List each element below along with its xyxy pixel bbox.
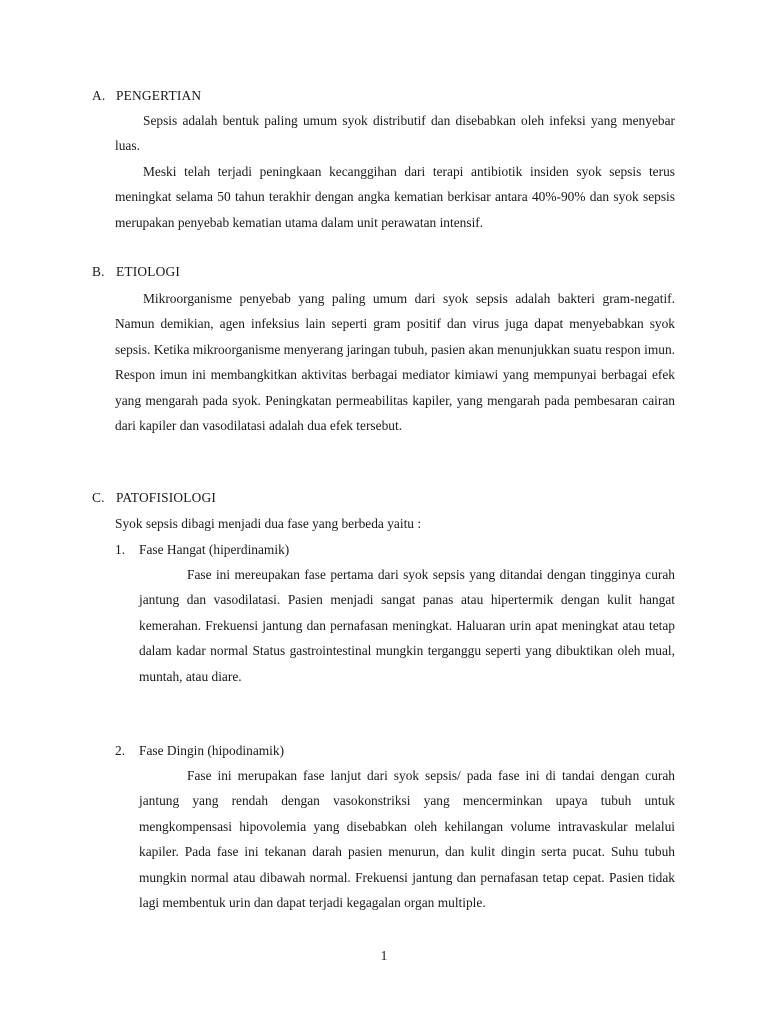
list-item-2-heading: [115, 741, 284, 761]
section-b-heading: [92, 262, 180, 282]
section-c-intro: Syok sepsis dibagi menjadi dua fase yang berbeda yaitu :: [115, 516, 422, 531]
list-item-1-text: Fase ini mereupakan fase pertama dari syok sepsis yang ditandai dengan tingginya curah jantung dan vasodilatasi. Pasien menjadi sangat panas atau hipertermik dengan kulit hangat kemerahan. Frekuensi jantung dan pernafasan meningkat. Haluaran urin apat meningkat atau tetap dalam kadar normal Status gastrointestinal mungkin terganggu seperti yang dibuktikan oleh mual, muntah, atau diare.: [139, 567, 675, 684]
section-a-heading: [92, 86, 201, 106]
section-a-label: A.: [92, 88, 106, 103]
page-number: 1: [380, 948, 388, 963]
list-item-2-text: Fase ini merupakan fase lanjut dari syok sepsis/ pada fase ini di tandai dengan curah jantung yang rendah dengan vasokonstriksi yang mencerminkan upaya tubuh untuk mengkompensasi hipovolemia yang disebabkan oleh kehilangan volume intravaskular melalui kapiler. Pada fase ini tekanan darah pasien menurun, dan kulit dingin serta pucat. Suhu tubuh mungkin normal atau dibawah normal. Frekuensi jantung dan pernafasan tetap cepat. Pasien tidak lagi membentuk urin dan dapat terjadi kegagalan organ multiple.: [139, 768, 675, 911]
section-b-title: ETIOLOGI: [116, 264, 181, 279]
section-c-title: PATOFISIOLOGI: [116, 490, 217, 505]
section-a-paragraph-2: Meski telah terjadi peningkaan kecanggihan dari terapi antibiotik insiden syok sepsis terus meningkat selama 50 tahun terakhir dengan angka kematian berkisar antara 40%-90% dan syok sepsis merupakan penyebab kematian utama dalam unit perawatan intensif.: [115, 164, 675, 230]
list-item-1-heading: [115, 540, 289, 560]
section-c-label: C.: [92, 490, 105, 505]
section-a-title: PENGERTIAN: [116, 88, 202, 103]
list-item-2-title: Fase Dingin (hipodinamik): [139, 743, 285, 758]
list-item-1-number: 1.: [115, 542, 126, 557]
list-item-2-number: 2.: [115, 743, 126, 758]
section-b-label: B.: [92, 264, 105, 279]
section-b-paragraph: Mikroorganisme penyebab yang paling umum dari syok sepsis adalah bakteri gram-negatif. Namun demikian, agen infeksius lain seperti gram positif dan virus juga dapat menyebabkan syok sepsis. Ketika mikroorganisme menyerang jaringan tubuh, pasien akan menunjukkan suatu respon imun. Respon imun ini membangkitkan aktivitas berbagai mediator kimiawi yang mempunyai berbagai efek yang mengarah pada syok. Peningkatan permeabilitas kapiler, yang mengarah pada pembesaran cairan dari kapiler dan vasodilatasi adalah dua efek tersebut.: [115, 291, 675, 434]
section-a-paragraph-1: Sepsis adalah bentuk paling umum syok distributif dan disebabkan oleh infeksi yang menyebar luas.: [115, 113, 675, 154]
section-c-heading: [92, 488, 216, 508]
list-item-1-title: Fase Hangat (hiperdinamik): [139, 542, 290, 557]
